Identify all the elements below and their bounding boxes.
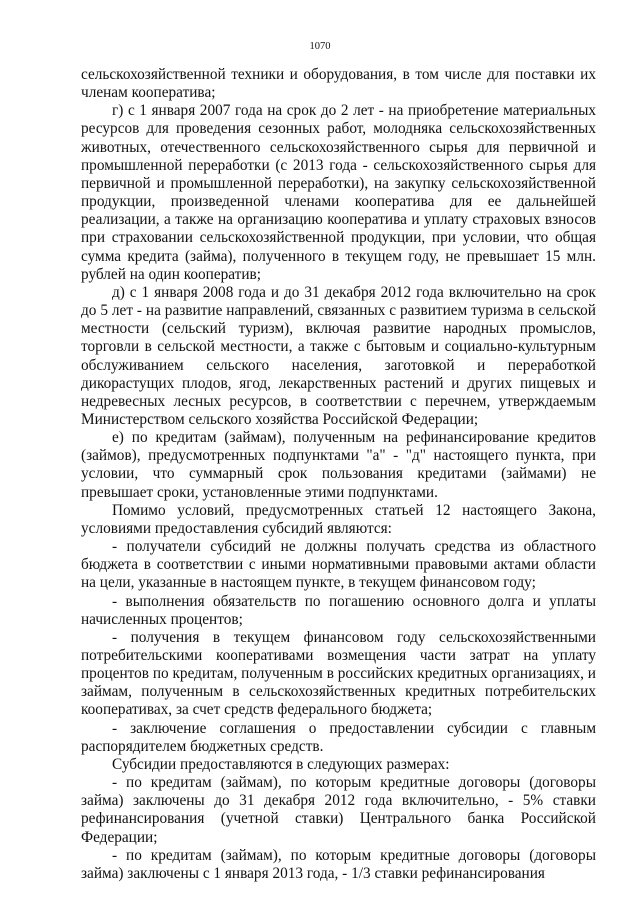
paragraph-amount-2: - по кредитам (займам), по которым кредитные договоры (договоры займа) заключены с 1 января 2013 года, - 1/3 ставки рефинансирования — [81, 846, 596, 882]
paragraph-condition-3: - получения в текущем финансовом году сельскохозяйственными потребительскими кооперативами возмещения части затрат на уплату процентов по кредитам, полученным в российских кредитных организациях, и займам, полученным в сельскохозяйственных кредитных потребительских кооперативах, за счет средств федерального бюджета; — [81, 628, 596, 719]
paragraph-condition-1: - получатели субсидий не должны получать средства из областного бюджета в соответствии с иными нормативными правовыми актами области на цели, указанные в настоящем пункте, в текущем финансовом году; — [81, 538, 596, 592]
paragraph-condition-4: - заключение соглашения о предоставлении субсидии с главным распорядителем бюджетных средств. — [81, 719, 596, 755]
page-number: 1070 — [309, 41, 331, 52]
paragraph-continuation: сельскохозяйственной техники и оборудования, в том числе для поставки их членам кооператива; — [81, 66, 596, 102]
paragraph-conditions-intro: Помимо условий, предусмотренных статьей 12 настоящего Закона, условиями предоставления субсидий являются: — [81, 501, 596, 537]
document-body — [81, 66, 596, 883]
paragraph-condition-2: - выполнения обязательств по погашению основного долга и уплаты начисленных процентов; — [81, 592, 596, 628]
paragraph-subitem-e: е) по кредитам (займам), полученным на рефинансирование кредитов (займов), предусмотренных подпунктами "а" - "д" настоящего пункта, при условии, что суммарный срок пользования кредитами (займами) не превышает сроки, установленные этими подпунктами. — [81, 429, 596, 501]
paragraph-subitem-g: г) с 1 января 2007 года на срок до 2 лет - на приобретение материальных ресурсов для проведения сезонных работ, молодняка сельскохозяйственных животных, отечественного сельскохозяйственного сырья для первичной и промышленной переработки (с 2013 года - сельскохозяйственного сырья для первичной и промышленной переработки), на закупку сельскохозяйственной продукции, произведенной членами кооператива для ее дальнейшей реализации, а также на организацию кооператива и уплату страховых взносов при страховании сельскохозяйственной продукции, при условии, что общая сумма кредита (займа), полученного в текущем году, не превышает 15 млн. рублей на один кооператив; — [81, 102, 596, 283]
paragraph-amount-1: - по кредитам (займам), по которым кредитные договоры (договоры займа) заключены до 31 декабря 2012 года включительно, - 5% ставки рефинансирования (учетной ставки) Центрального банка Российской Федерации; — [81, 774, 596, 846]
paragraph-subitem-d: д) с 1 января 2008 года и до 31 декабря 2012 года включительно на срок до 5 лет - на развитие направлений, связанных с развитием туризма в сельской местности (сельский туризм), включая развитие народных промыслов, торговли в сельской местности, а также с бытовым и социально-культурным обслуживанием сельского населения, заготовкой и переработкой дикорастущих плодов, ягод, лекарственных растений и других пищевых и недревесных лесных ресурсов, в соответствии с перечнем, утверждаемым Министерством сельского хозяйства Российской Федерации; — [81, 283, 596, 428]
paragraph-amounts-intro: Субсидии предоставляются в следующих размерах: — [112, 755, 450, 773]
